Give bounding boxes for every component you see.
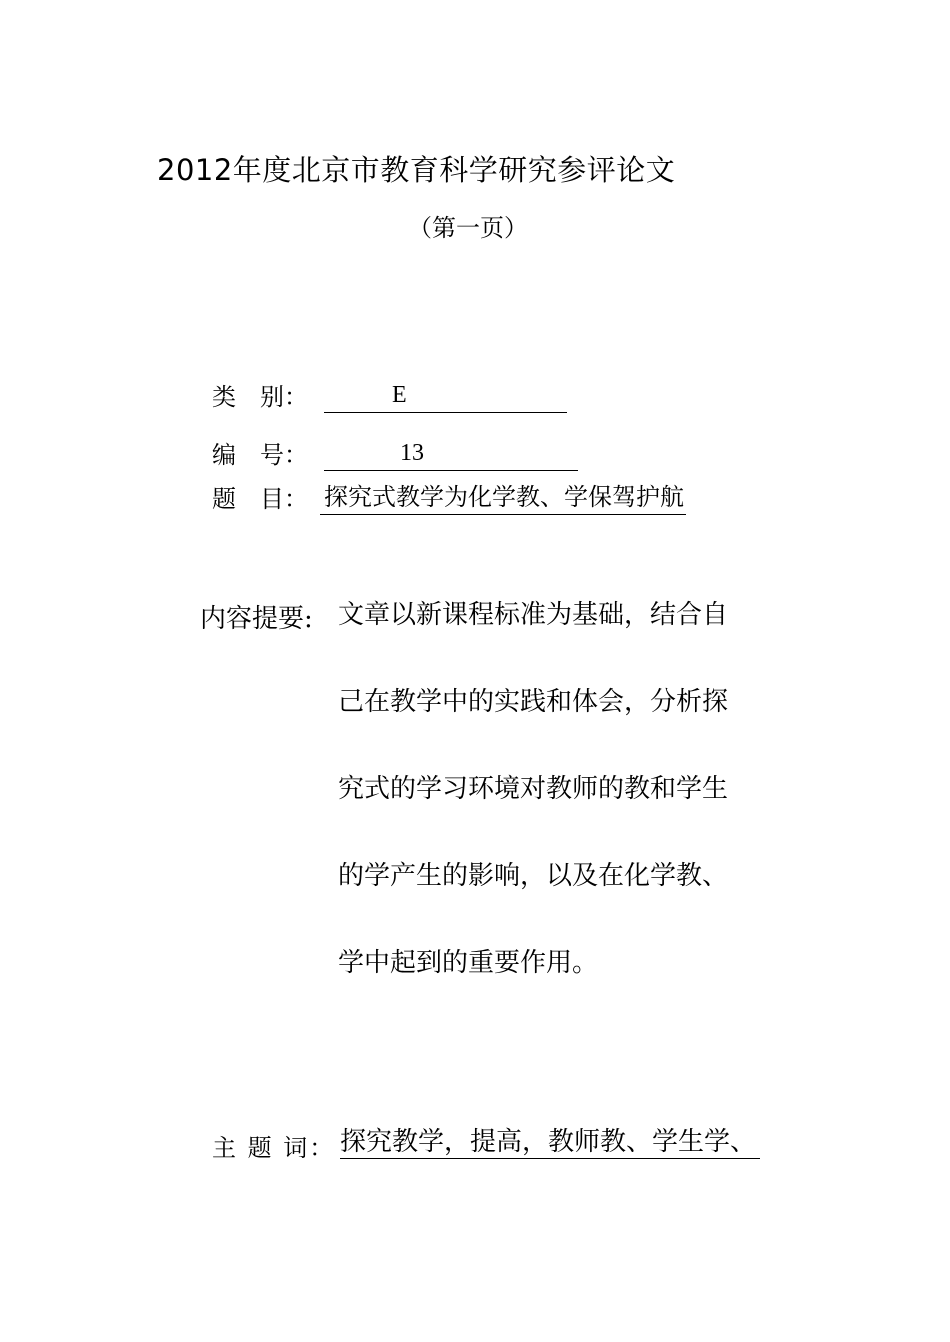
page-indicator: （第一页）	[408, 214, 528, 242]
number-value: 13	[324, 438, 578, 471]
abstract-line: 学中起到的重要作用。	[338, 948, 599, 978]
keywords-label: 主 题 词：	[212, 1134, 336, 1162]
subject-value: 探究式教学为化学教、学保驾护航	[320, 482, 686, 515]
subject-label: 题 目：	[212, 485, 308, 513]
document-title: 2012年度北京市教育科学研究参评论文	[157, 153, 676, 187]
abstract-line: 己在教学中的实践和体会，分析探	[338, 687, 729, 717]
number-label: 编 号：	[212, 441, 308, 469]
keywords-value: 探究教学，提高，教师教、学生学、	[340, 1126, 760, 1159]
category-value: E	[324, 380, 567, 413]
abstract-text	[338, 598, 728, 1033]
abstract-label: 内容提要:	[200, 604, 313, 634]
abstract-line: 究式的学习环境对教师的教和学生	[338, 774, 729, 804]
abstract-line: 的学产生的影响，以及在化学教、	[338, 861, 729, 891]
abstract-line: 文章以新课程标准为基础，结合自	[338, 600, 729, 630]
category-label: 类 别：	[212, 383, 308, 411]
